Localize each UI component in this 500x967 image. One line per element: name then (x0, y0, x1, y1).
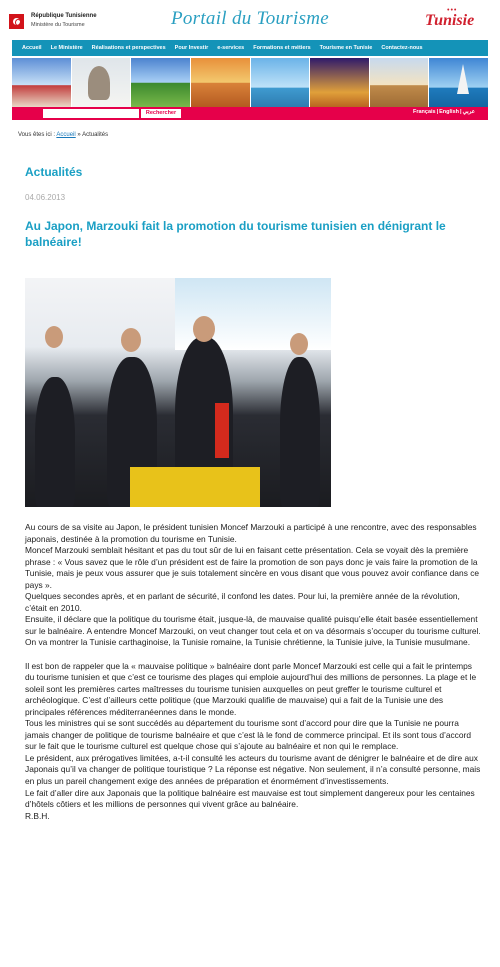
photo-banner (12, 58, 488, 107)
photo-head (45, 326, 63, 348)
photo-flag (215, 403, 229, 458)
republic-label: République Tunisienne (31, 13, 97, 19)
paragraph-gap (25, 649, 481, 661)
banner-photo-mosque (310, 58, 369, 107)
article-title: Au Japon, Marzouki fait la promotion du tourisme tunisien en dénigrant le balnéaire! (25, 219, 446, 249)
breadcrumb-separator: » (77, 132, 81, 138)
banner-photo-sidi-bou-said (12, 58, 71, 107)
photo-person (35, 377, 75, 507)
ministry-label: Ministère du Tourisme (31, 22, 85, 28)
article-paragraph: Au cours de sa visite au Japon, le président tunisien Moncef Marzouki a participé à une rencontre, avec des responsables japonais, destinée à la promotion du tourisme en Tunisie. (25, 522, 477, 544)
banner-photo-statue (72, 58, 131, 107)
article-date: 04.06.2013 (25, 193, 66, 202)
photo-head (193, 316, 215, 342)
article-paragraph: Tous les ministres qui se sont succédés au département du tourisme sont d’accord pour dire que la Tunisie ne pourra jamais changer de politique de tourisme balnéaire et que c’est là le fond de commerce principal. Et ils sont tous d’accord sur le fait que le tourisme culturel est quelque chose qui s’ajoute au balnéaire et non qui le remplace. (25, 718, 471, 752)
nav-item-contact[interactable]: Contactez-nous (381, 45, 423, 51)
banner-photo-desert (191, 58, 250, 107)
logo-text: Tunisie (425, 12, 475, 29)
breadcrumb-prefix: Vous êtes ici : (18, 132, 56, 138)
article-paragraph: Le président, aux prérogatives limitées, a-t-il consulté les acteurs du tourisme avant de dénigrer le balnéaire et de dire aux Japonais qu’il va changer de politique touristique ? La réponse est négative. Non seulement, il n’a consulté personne, mais en plus un pareil changement exige des années de préparation et énormément d’investissements. (25, 752, 481, 787)
nav-item-realisations[interactable]: Réalisations et perspectives (91, 45, 166, 51)
search-button[interactable]: Rechercher (141, 109, 181, 118)
photo-head (121, 328, 141, 352)
lang-english[interactable]: English (439, 109, 460, 115)
language-switcher: Français|English|عربي (412, 109, 475, 115)
lang-arabic[interactable]: عربي (462, 109, 475, 115)
nav-item-ministere[interactable]: Le Ministère (50, 45, 83, 51)
article-paragraph: Il est bon de rappeler que la « mauvaise politique » balnéaire dont parle Moncef Marzouki est celle qui a fait le printemps du tourisme tunisien et que c’est ce tourisme des plages qui emploie aujourd’hui des millions de personnes. La plage et le soleil sont les premières cartes maîtresses du tourisme tunisien auxquelles on peut greffer le tourisme culturel et archéologique. C’est d’ailleurs cette politique (que Marzouki qualifie de mauvaise) qui a fait de la Tunisie une des principales références méditerranéennes dans le monde. (25, 660, 477, 717)
site-header (0, 0, 500, 40)
photo-table (130, 467, 260, 507)
photo-person (280, 357, 320, 507)
lang-francais[interactable]: Français (412, 109, 436, 115)
breadcrumb-home-link[interactable]: Accueil (56, 132, 76, 138)
portal-title[interactable]: Portail du Tourisme (170, 8, 330, 29)
banner-photo-golf (131, 58, 190, 107)
main-nav (12, 40, 488, 56)
article-paragraph: Le fait d’aller dire aux Japonais que la politique balnéaire est mauvaise est tout simplement dangereux pour les centaines d’hôtels côtiers et les millions de personnes qui vivent grâce au balnéaire. (25, 787, 475, 810)
banner-photo-sailboat (429, 58, 488, 107)
photo-head (290, 333, 308, 355)
banner-photo-colosseum (370, 58, 429, 107)
breadcrumb-current: Actualités (82, 132, 109, 138)
article-signature: R.B.H. (25, 810, 50, 821)
search-input[interactable] (43, 109, 139, 118)
article-paragraph: Ensuite, il déclare que la politique du tourisme était, jusque-là, de mauvaise qualité puisqu’elle était basée essentiellement sur le balnéaire. A entendre Moncef Marzouki, on veut changer tout cela et on va désormais s’occuper du tourisme culturel. On va montrer la Tunisie carthaginoise, la Tunisie romaine, la Tunisie chrétienne, la Tunisie juive, la Tunisie musulmane. (25, 614, 481, 648)
nav-item-accueil[interactable]: Accueil (22, 45, 42, 51)
article-paragraph: Moncef Marzouki semblait hésitant et pas du tout sûr de lui en faisant cette présentation. Cela se voyait dès la première phrase : « Vous savez que le rôle d’un président est de faire la promotion de son pays donc je vais faire la promotion de la Tunisie, mais je peux vous assurer que je suis totalement sincère en vous disant que vous pouvez avoir confiance dans ce pays ». (25, 545, 480, 590)
article-photo (25, 278, 331, 507)
nav-item-eservices[interactable]: e-services (217, 45, 245, 51)
logo-dots-icon: ••• (447, 6, 458, 14)
article-body (25, 522, 481, 822)
section-title: Actualités (25, 165, 83, 179)
nav-item-tourisme[interactable]: Tourisme en Tunisie (319, 45, 373, 51)
article-paragraph: Quelques secondes après, et en parlant de sécurité, il confond les dates. Pour lui, la première année de la révolution, c’était en 2010. (25, 591, 460, 613)
tunisie-logo[interactable] (425, 6, 475, 30)
nav-item-investir[interactable]: Pour Investir (174, 45, 209, 51)
breadcrumb (18, 132, 108, 138)
banner-photo-beach (251, 58, 310, 107)
nav-item-formations[interactable]: Formations et métiers (253, 45, 311, 51)
